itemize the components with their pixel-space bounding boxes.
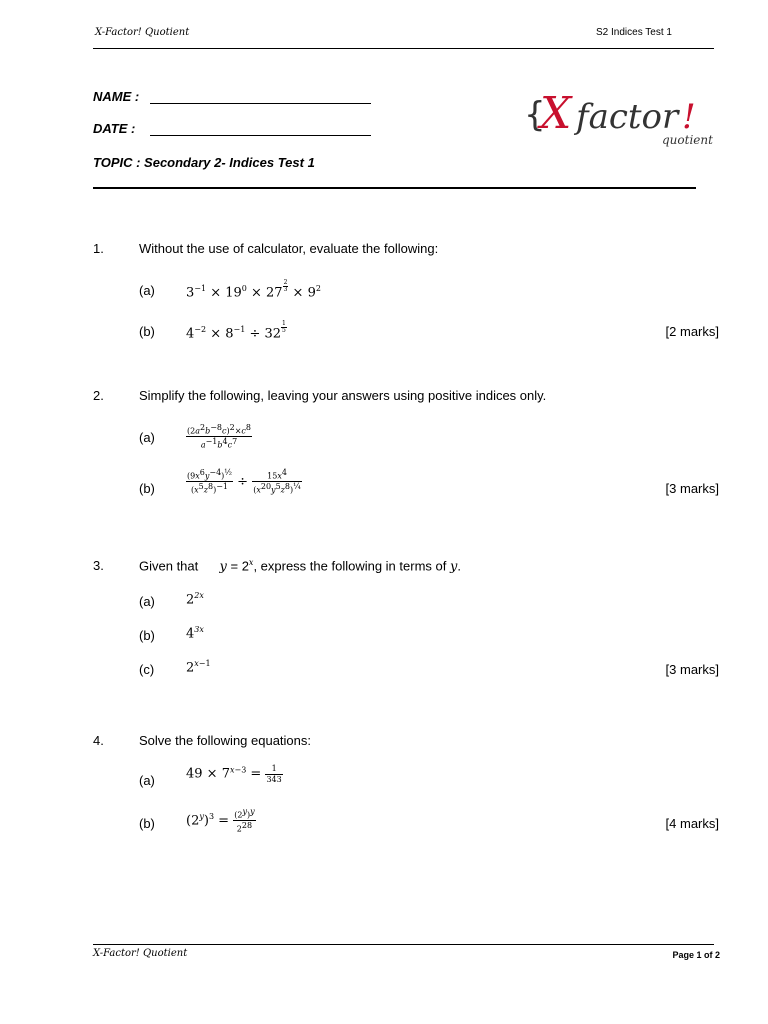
q2-number: 2. bbox=[93, 388, 104, 403]
q2b-label: (b) bbox=[139, 481, 155, 496]
q1-number: 1. bbox=[93, 241, 104, 256]
q4a-expression: $49 \times 7^{x-3}$ = $\frac{1}{343}$ bbox=[186, 764, 282, 784]
header-rule bbox=[93, 48, 714, 49]
name-label: NAME : bbox=[93, 89, 140, 104]
logo-sub: quotient bbox=[662, 133, 713, 147]
q3-text-end: . bbox=[457, 558, 461, 574]
q3-text: Given that $y = 2^x$, express the following in terms of y. bbox=[139, 558, 461, 575]
logo-x: X bbox=[540, 88, 572, 139]
q2-text: Simplify the following, leaving your answers using positive indices only. bbox=[139, 388, 547, 403]
logo-bang: ! bbox=[682, 97, 696, 137]
q2a-label: (a) bbox=[139, 430, 155, 445]
form-rule bbox=[93, 187, 696, 189]
footer-rule bbox=[93, 944, 714, 945]
q4-text: Solve the following equations: bbox=[139, 733, 312, 748]
q1-marks: [2 marks] bbox=[665, 324, 719, 339]
name-line[interactable] bbox=[150, 103, 371, 104]
topic-label: TOPIC : Secondary 2- Indices Test 1 bbox=[93, 155, 315, 170]
q1a-expression: $3^{-1} \times 19^0 \times 27$ $\frac{2}{3}$ × $9^2$ bbox=[186, 279, 321, 301]
q4b-expression: $(2^y)^3$ = $\frac{(2^y)^y}{2^{28}}$ bbox=[186, 807, 255, 834]
xfactor-logo bbox=[524, 86, 724, 156]
header-test-title: S2 Indices Test 1 bbox=[596, 27, 672, 38]
q1a-label: (a) bbox=[139, 283, 155, 298]
page-number: Page 1 of 2 bbox=[672, 950, 720, 960]
q3c-label: (c) bbox=[139, 662, 155, 677]
q4b-label: (b) bbox=[139, 816, 155, 831]
date-label: DATE : bbox=[93, 121, 136, 136]
q2a-expression: $\frac{(2a^2b^{-8}c)^2\times c^8}{a^{-1}b^4c^7}$ bbox=[187, 423, 251, 450]
footer-brand: X-Factor! Quotient bbox=[93, 948, 188, 959]
q3a-expression: $2^{2x}$ bbox=[186, 591, 204, 608]
q2-marks: [3 marks] bbox=[665, 481, 719, 496]
q3-marks: [3 marks] bbox=[665, 662, 719, 677]
q1b-expression: $4^{-2} \times 8^{-1} \div 32$ $\frac{1}{5}$ bbox=[186, 320, 286, 342]
q3b-label: (b) bbox=[139, 628, 155, 643]
q3-text-post: , express the following in terms of bbox=[253, 558, 447, 574]
q3-text-pre: Given that bbox=[139, 558, 199, 574]
q4-number: 4. bbox=[93, 733, 104, 748]
date-line[interactable] bbox=[150, 135, 371, 136]
q4a-label: (a) bbox=[139, 773, 155, 788]
q3-number: 3. bbox=[93, 558, 104, 573]
q3c-expression: $2^{x-1}$ bbox=[186, 659, 211, 676]
q1-text: Without the use of calculator, evaluate the following: bbox=[139, 241, 439, 256]
q4-marks: [4 marks] bbox=[665, 816, 719, 831]
q1b-label: (b) bbox=[139, 324, 155, 339]
q3-given-equation: y bbox=[219, 559, 227, 575]
q3b-expression: $4^{3x}$ bbox=[186, 625, 204, 642]
q2b-expression: $\frac{(9x^6y^{-4})^{\frac{1}{2}}}{(x^5z^8)^{-1}}$ ÷ $\frac{15x^4}{(x^{20}y^5z^8)^{\frac{1}{4}}}$ bbox=[187, 468, 301, 495]
q3a-label: (a) bbox=[139, 594, 155, 609]
header-brand: X-Factor! Quotient bbox=[95, 27, 190, 38]
logo-word: factor bbox=[576, 97, 679, 137]
logo-brace: { bbox=[524, 95, 546, 135]
